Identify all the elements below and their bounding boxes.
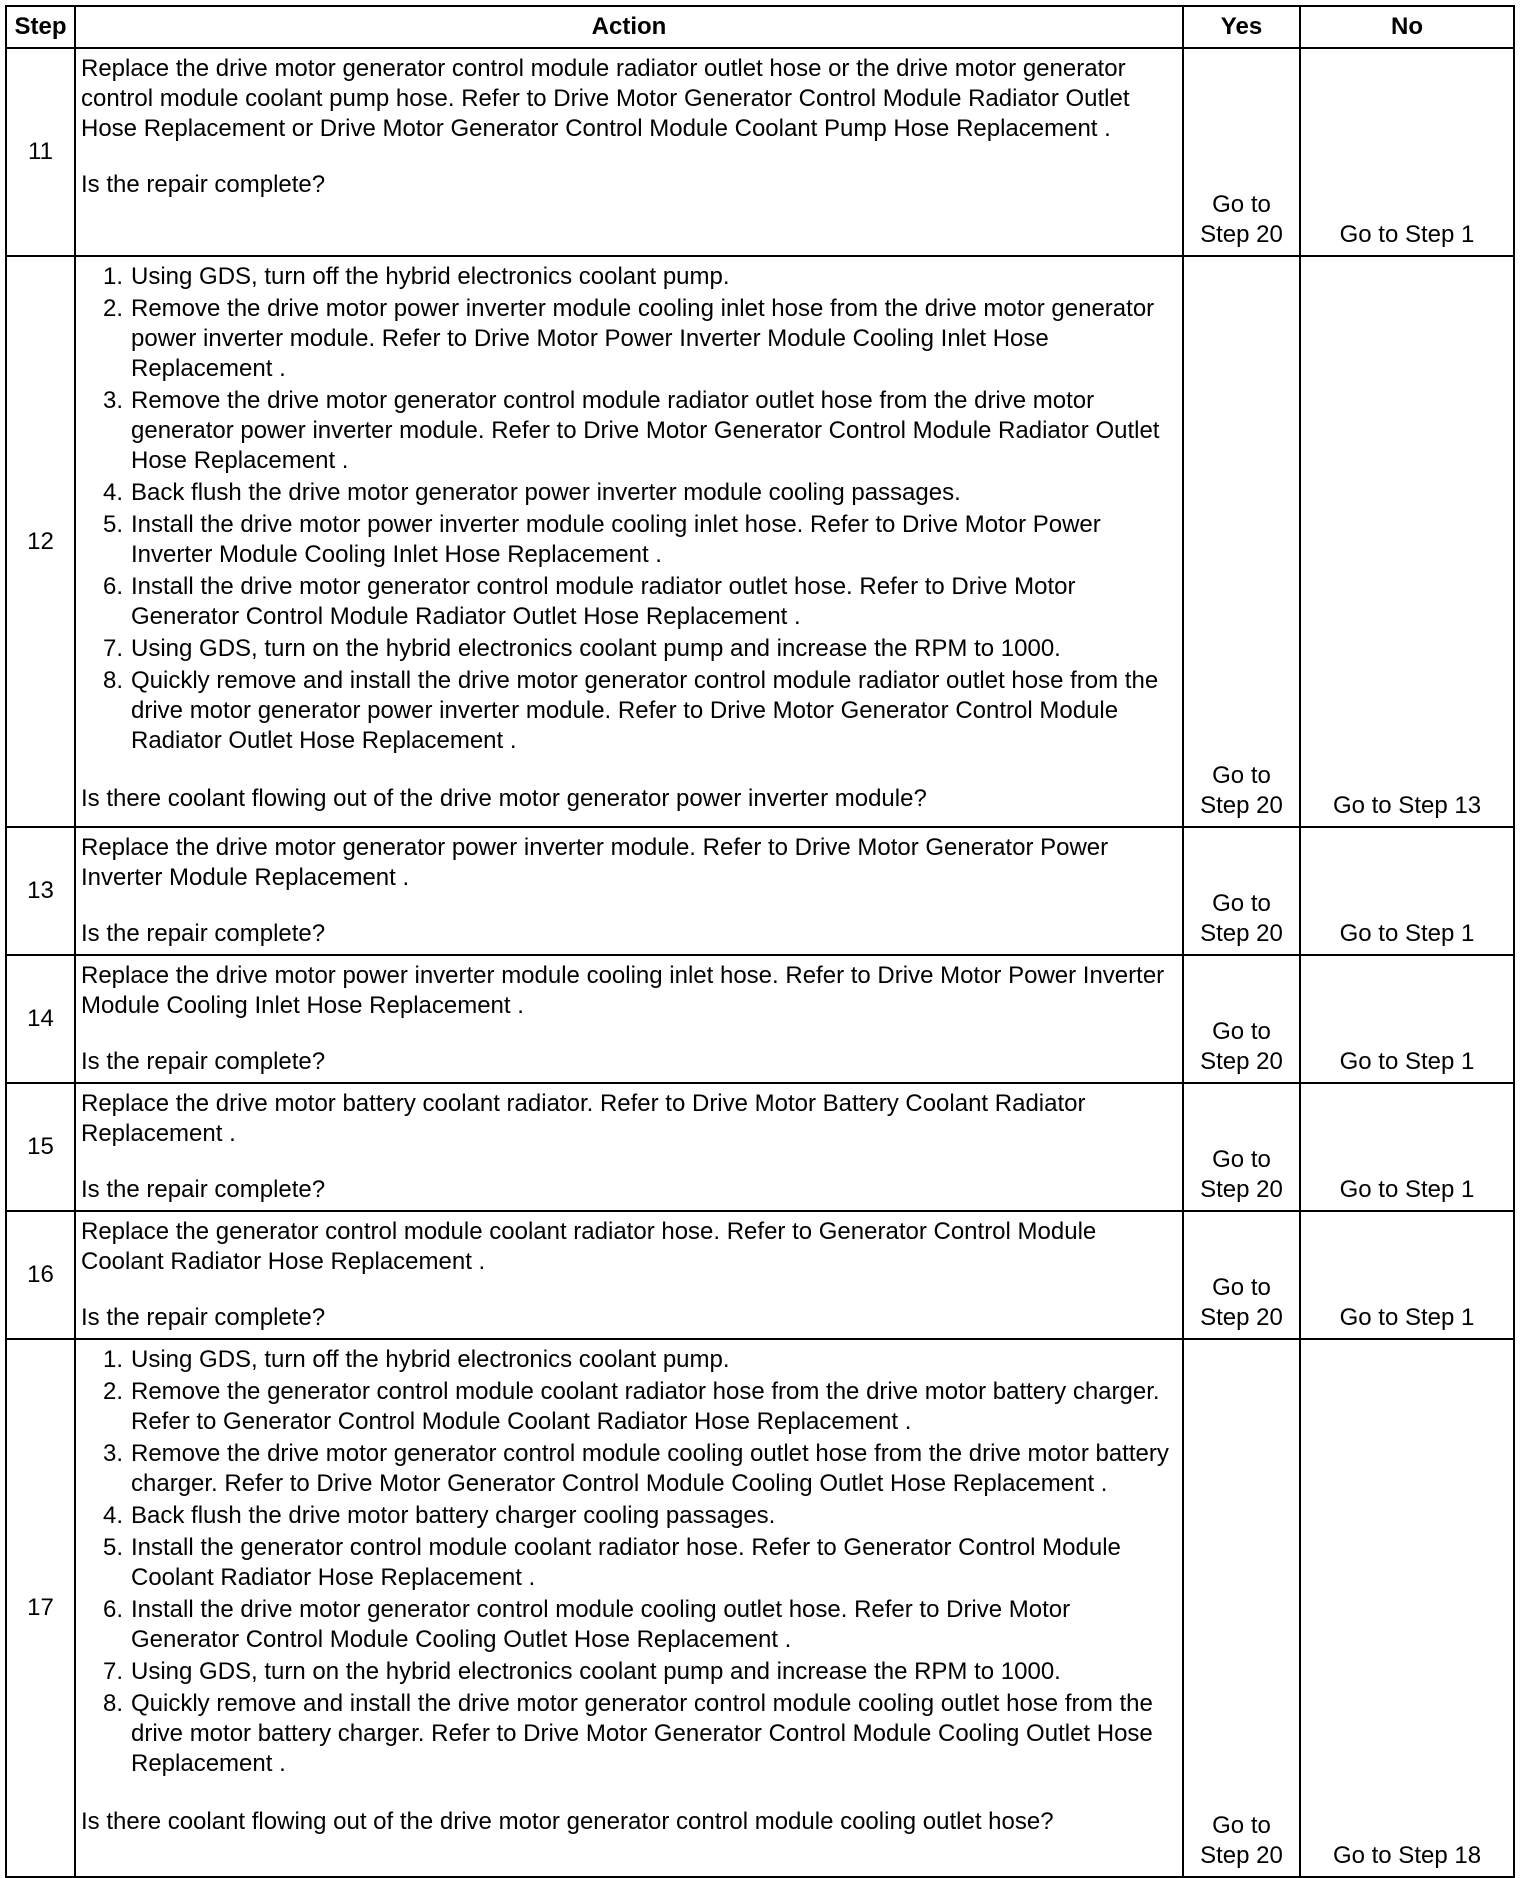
list-item: 8. Quickly remove and install the drive motor generator control module cooling outlet hose from the drive motor battery charger. Refer to Drive Motor Generator Control Module Cooling Outlet Hose Replacement .	[102, 1690, 1153, 1777]
table-row	[6, 827, 1514, 955]
yes-cell: Go to Step 20	[1183, 827, 1300, 955]
action-cell	[75, 1339, 1183, 1877]
question-text: Is the repair complete?	[81, 171, 326, 198]
table-row	[6, 1339, 1514, 1877]
list-item: 4. Back flush the drive motor generator power inverter module cooling passages.	[102, 479, 961, 506]
list-item: 5. Install the drive motor power inverter module cooling inlet hose. Refer to Drive Motor Power Inverter Module Cooling Inlet Hose Replacement .	[102, 511, 1101, 568]
list-item: 2. Remove the generator control module coolant radiator hose from the drive motor battery charger. Refer to Generator Control Module Coolant Radiator Hose Replacement .	[102, 1378, 1160, 1435]
action-cell	[75, 256, 1183, 827]
yes-cell: Go to Step 20	[1183, 256, 1300, 827]
header-yes: Yes	[1183, 6, 1300, 48]
table-row	[6, 256, 1514, 827]
list-item: 3. Remove the drive motor generator control module cooling outlet hose from the drive motor battery charger. Refer to Drive Motor Generator Control Module Cooling Outlet Hose Replacement .	[102, 1440, 1169, 1497]
procedure-list	[81, 1345, 1177, 1779]
yes-cell: Go to Step 20	[1183, 48, 1300, 256]
action-text: Replace the generator control module coolant radiator hose. Refer to Generator Control Module Coolant Radiator Hose Replacement .	[81, 1218, 1097, 1275]
table-row	[6, 1083, 1514, 1211]
diagnostic-table	[5, 5, 1515, 1878]
no-cell: Go to Step 1	[1300, 827, 1514, 955]
question-text: Is the repair complete?	[81, 920, 326, 947]
yes-cell: Go to Step 20	[1183, 1211, 1300, 1339]
list-item: 2. Remove the drive motor power inverter module cooling inlet hose from the drive motor generator power inverter module. Refer to Drive Motor Power Inverter Module Cooling Inlet Hose Replacement .	[102, 295, 1155, 382]
list-item: 7. Using GDS, turn on the hybrid electronics coolant pump and increase the RPM to 1000.	[102, 1658, 1061, 1685]
no-cell: Go to Step 1	[1300, 48, 1514, 256]
table-row	[6, 955, 1514, 1083]
no-cell: Go to Step 13	[1300, 256, 1514, 827]
action-cell	[75, 48, 1183, 256]
step-number: 15	[6, 1083, 75, 1211]
no-cell: Go to Step 18	[1300, 1339, 1514, 1877]
no-cell: Go to Step 1	[1300, 1211, 1514, 1339]
header-step: Step	[6, 6, 75, 48]
yes-cell: Go to Step 20	[1183, 955, 1300, 1083]
no-cell: Go to Step 1	[1300, 1083, 1514, 1211]
action-text: Replace the drive motor battery coolant radiator. Refer to Drive Motor Battery Coolant Radiator Replacement .	[81, 1090, 1086, 1147]
action-cell	[75, 827, 1183, 955]
list-item: 7. Using GDS, turn on the hybrid electronics coolant pump and increase the RPM to 1000.	[102, 635, 1061, 662]
question-text: Is there coolant flowing out of the drive motor generator power inverter module?	[81, 785, 927, 812]
list-item: 3. Remove the drive motor generator control module radiator outlet hose from the drive motor generator power inverter module. Refer to Drive Motor Generator Control Module Radiator Outlet Hose Replacement .	[102, 387, 1160, 474]
action-cell	[75, 955, 1183, 1083]
yes-cell: Go to Step 20	[1183, 1083, 1300, 1211]
list-item: 5. Install the generator control module coolant radiator hose. Refer to Generator Control Module Coolant Radiator Hose Replacement .	[102, 1534, 1121, 1591]
step-number: 11	[6, 48, 75, 256]
action-text: Replace the drive motor generator control module radiator outlet hose or the drive motor generator control module coolant pump hose. Refer to Drive Motor Generator Control Module Radiator Outlet Hose Replacement or Drive Motor Generator Control Module Coolant Pump Hose Replacement .	[81, 55, 1130, 142]
question-text: Is the repair complete?	[81, 1176, 326, 1203]
question-text: Is the repair complete?	[81, 1304, 326, 1331]
procedure-list	[81, 262, 1177, 756]
step-number: 16	[6, 1211, 75, 1339]
step-number: 14	[6, 955, 75, 1083]
step-number: 13	[6, 827, 75, 955]
list-item: 6. Install the drive motor generator control module radiator outlet hose. Refer to Drive Motor Generator Control Module Radiator Outlet Hose Replacement .	[102, 573, 1076, 630]
step-number: 17	[6, 1339, 75, 1877]
diagnostic-table-container	[5, 5, 1513, 1878]
table-row	[6, 1211, 1514, 1339]
header-action: Action	[75, 6, 1183, 48]
action-cell	[75, 1211, 1183, 1339]
header-row	[6, 6, 1514, 48]
question-text: Is the repair complete?	[81, 1048, 326, 1075]
header-no: No	[1300, 6, 1514, 48]
list-item: 1. Using GDS, turn off the hybrid electronics coolant pump.	[102, 263, 730, 290]
table-row	[6, 48, 1514, 256]
list-item: 6. Install the drive motor generator control module cooling outlet hose. Refer to Drive Motor Generator Control Module Cooling Outlet Hose Replacement .	[102, 1596, 1071, 1653]
no-cell: Go to Step 1	[1300, 955, 1514, 1083]
yes-cell: Go to Step 20	[1183, 1339, 1300, 1877]
action-text: Replace the drive motor generator power inverter module. Refer to Drive Motor Generator Power Inverter Module Replacement .	[81, 834, 1109, 891]
list-item: 1. Using GDS, turn off the hybrid electronics coolant pump.	[102, 1346, 730, 1373]
list-item: 8. Quickly remove and install the drive motor generator control module radiator outlet hose from the drive motor generator power inverter module. Refer to Drive Motor Generator Control Module Radiator Outlet Hose Replacement .	[102, 667, 1159, 754]
step-number: 12	[6, 256, 75, 827]
action-cell	[75, 1083, 1183, 1211]
action-text: Replace the drive motor power inverter module cooling inlet hose. Refer to Drive Motor Power Inverter Module Cooling Inlet Hose Replacement .	[81, 962, 1165, 1019]
question-text: Is there coolant flowing out of the drive motor generator control module cooling outlet hose?	[81, 1808, 1054, 1835]
list-item: 4. Back flush the drive motor battery charger cooling passages.	[102, 1502, 776, 1529]
